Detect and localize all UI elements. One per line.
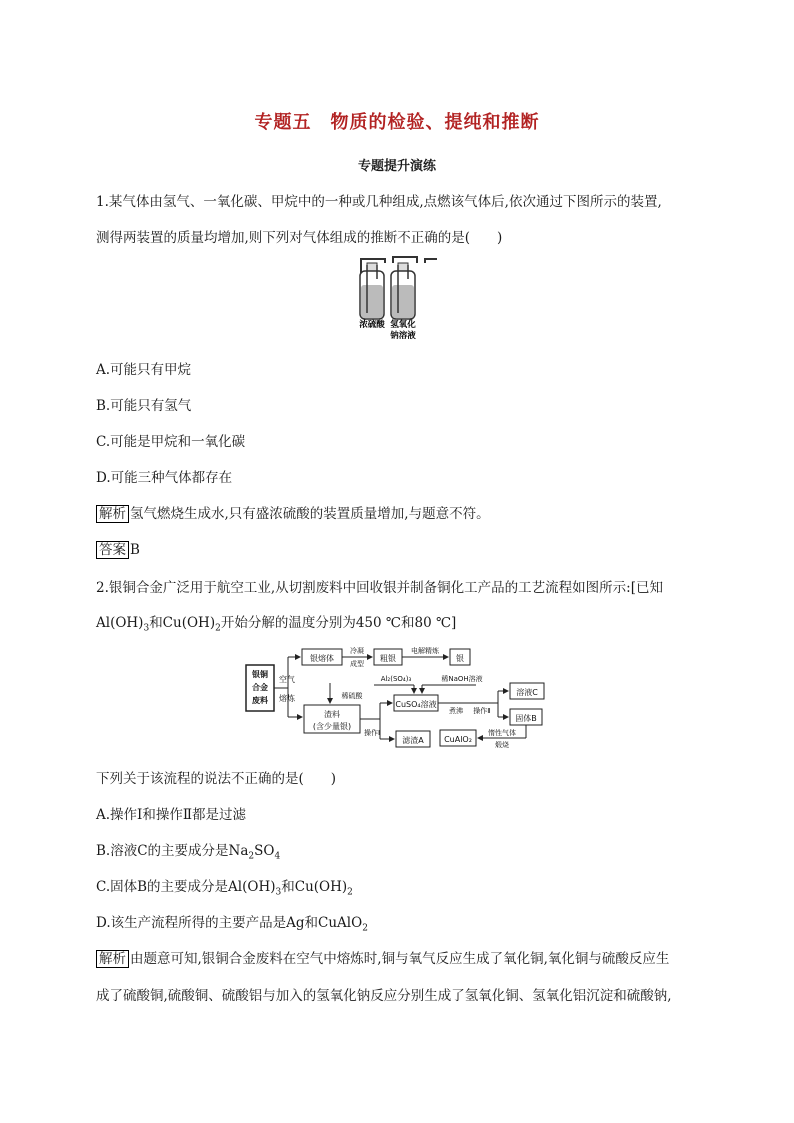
flow-air: 空气: [279, 675, 295, 684]
flow-slag-1: 渣料: [324, 710, 340, 719]
q2-cuoh: 和Cu(OH): [149, 615, 216, 631]
flow-inert-gas: 惰性气体: [488, 729, 516, 737]
flow-solution-c: 溶液C: [516, 688, 538, 697]
flow-residue-a: 滤渣A: [402, 736, 424, 745]
analysis-tag: 解析: [96, 950, 129, 968]
q2-option-d: [96, 911, 368, 934]
sub-3: 3: [275, 887, 282, 898]
q2-stem-line2: [96, 611, 456, 634]
label-conc-sulfuric-acid: 浓硫酸: [359, 320, 385, 330]
flow-acid: 稀硫酸: [341, 692, 363, 700]
flow-op1: 操作Ⅰ: [363, 729, 381, 737]
q1-option-a: A.可能只有甲烷: [96, 362, 192, 378]
q1-option-b: B.可能只有氢气: [96, 398, 192, 414]
flow-calcine: 煅烧: [495, 741, 509, 749]
q2-option-a: A.操作Ⅰ和操作Ⅱ都是过滤: [96, 807, 247, 823]
flow-op2: 操作Ⅱ: [473, 707, 491, 715]
sub-4: 4: [274, 851, 281, 862]
q2-analysis-line2: 成了硫酸铜,硫酸铜、硫酸铝与加入的氢氧化钠反应分别生成了氢氧化铜、氢氧化铝沉淀和硫酸钠,: [96, 988, 672, 1004]
section-subtitle: 专题提升演练: [357, 159, 436, 174]
q2-option-c: [96, 875, 353, 898]
flow-cool-1: 冷凝: [350, 647, 364, 655]
flow-crude-silver: 粗银: [380, 654, 396, 663]
q2-temps: 开始分解的温度分别为450 ℃和80 ℃]: [220, 615, 457, 631]
sub-2: 2: [215, 623, 221, 634]
q2-question: 下列关于该流程的说法不正确的是( ): [96, 771, 337, 787]
flow-raw-1: 银铜: [252, 670, 268, 679]
q2-option-c-text: C.固体B的主要成分是Al(OH): [96, 879, 276, 895]
q1-analysis-text: 氢气燃烧生成水,只有盛浓硫酸的装置质量增加,与题意不符。: [130, 506, 490, 522]
flow-cool-2: 成型: [350, 660, 364, 668]
analysis-tag: 解析: [96, 505, 129, 523]
flow-cuso4: CuSO₄溶液: [395, 700, 437, 709]
flow-raw-2: 合金: [252, 683, 268, 692]
q1-option-c: C.可能是甲烷和一氧化碳: [96, 434, 246, 450]
q1-option-d: D.可能三种气体都存在: [96, 470, 233, 486]
q2-option-b-so: SO: [254, 843, 275, 859]
q2-option-d-text: D.该生产流程所得的主要产品是Ag和CuAlO: [96, 915, 363, 931]
q2-stem-line1: 2.银铜合金广泛用于航空工业,从切割废料中回收银并制备铜化工产品的工艺流程如图所示:[已知: [96, 580, 663, 596]
gas-washing-bottles-figure: [355, 255, 440, 345]
q1-answer: [96, 538, 140, 558]
flow-slag-2: (含少量银): [312, 722, 352, 731]
flow-raw-3: 废料: [252, 696, 268, 705]
sub-2: 2: [362, 923, 368, 934]
flow-melt: 银熔体: [310, 654, 334, 663]
flow-boil: 煮沸: [449, 707, 463, 715]
sub-2: 2: [248, 851, 255, 862]
q2-analysis-line1: [96, 947, 669, 967]
q2-alooh: Al(OH): [96, 615, 144, 631]
label-naoh-2: 钠溶液: [390, 331, 416, 341]
answer-tag: 答案: [96, 541, 129, 559]
q2-analysis-text-1: 由题意可知,银铜合金废料在空气中熔炼时,铜与氧气反应生成了氧化铜,氧化铜与硫酸反应生: [130, 951, 670, 967]
page-title: 专题五 物质的检验、提纯和推断: [254, 112, 540, 133]
process-flow-diagram: [244, 643, 558, 749]
flow-al2so4: Al₂(SO₄)₃: [380, 675, 412, 683]
flow-solid-b: 固体B: [515, 714, 537, 723]
q1-analysis: [96, 502, 490, 522]
q2-option-c-cuoh: 和Cu(OH): [281, 879, 348, 895]
q1-answer-value: B: [130, 542, 140, 558]
flow-silver: 银: [456, 654, 464, 663]
flow-cualo2: CuAlO₂: [444, 735, 472, 744]
q1-stem-line2: 测得两装置的质量均增加,则下列对气体组成的推断不正确的是( ): [96, 230, 503, 246]
q2-option-b-text: B.溶液C的主要成分是Na: [96, 843, 249, 859]
flow-electro: 电解精炼: [411, 647, 439, 655]
flow-smelt: 熔炼: [279, 694, 295, 703]
sub-3: 3: [143, 623, 150, 634]
q2-option-b: [96, 839, 280, 862]
label-naoh-1: 氢氧化: [390, 320, 416, 330]
flow-naoh: 稀NaOH溶液: [441, 675, 483, 683]
q1-stem-line1: 1.某气体由氢气、一氧化碳、甲烷中的一种或几种组成,点燃该气体后,依次通过下图所示的装置,: [96, 194, 662, 210]
sub-2: 2: [347, 887, 353, 898]
